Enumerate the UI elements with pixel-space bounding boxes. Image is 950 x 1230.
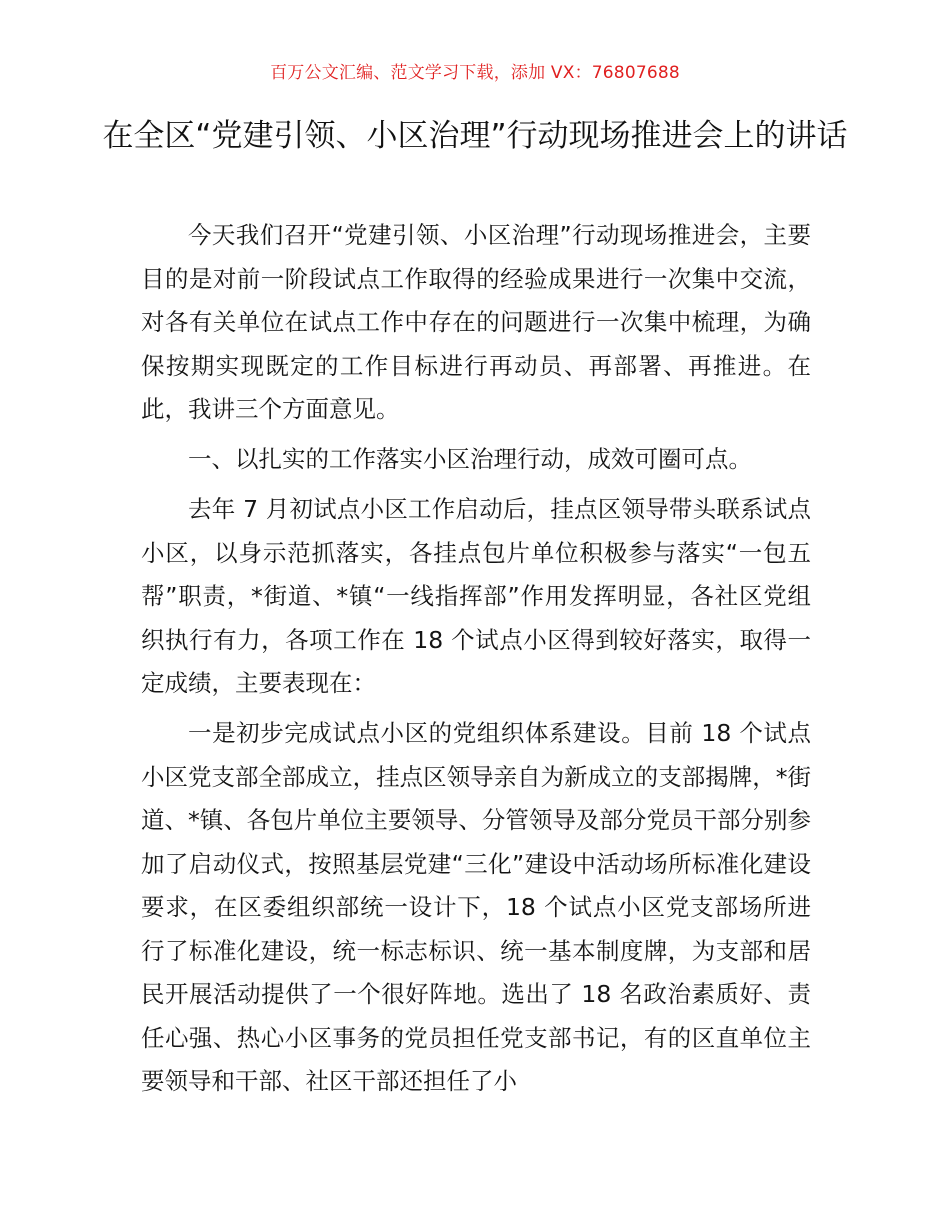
paragraph-section-heading: 一、以扎实的工作落实小区治理行动，成效可圈可点。 <box>188 445 752 473</box>
paragraph-point-one: 一是初步完成试点小区的党组织体系建设。目前 18 个试点小区党支部全部成立，挂点区领导亲自为新成立的支部揭牌，*街道、*镇、各包片单位主要领导、分管领导及部分党员干部分别参加了启动仪式，按照基层党建“三化”建设中活动场所标准化建设要求，在区委组织部统一设计下，18 个试点小区党支部场所进行了标准化建设，统一标志标识、统一基本制度牌，为支部和居民开展活动提供了一个很好阵地。选出了 18 名政治素质好、责任心强、热心小区事务的党员担任党支部书记，有的区直单位主要领导和干部、社区干部还担任了小 <box>141 719 811 1095</box>
paragraph-background: 去年 7 月初试点小区工作启动后，挂点区领导带头联系试点小区，以身示范抓落实，各挂点包片单位积极参与落实“一包五帮”职责，*街道、*镇“一线指挥部”作用发挥明显，各社区党组织执行有力，各项工作在 18 个试点小区得到较好落实，取得一定成绩，主要表现在： <box>141 495 811 697</box>
paragraph-intro: 今天我们召开“党建引领、小区治理”行动现场推进会，主要目的是对前一阶段试点工作取得的经验成果进行一次集中交流，对各有关单位在试点工作中存在的问题进行一次集中梳理，为确保按期实现既定的工作目标进行再动员、再部署、再推进。在此，我讲三个方面意见。 <box>141 221 811 423</box>
document-body <box>141 214 811 1110</box>
document-title: 在全区“党建引领、小区治理”行动现场推进会上的讲话 <box>102 118 848 154</box>
header-watermark-note: 百万公文汇编、范文学习下载，添加 VX：76807688 <box>270 63 680 83</box>
